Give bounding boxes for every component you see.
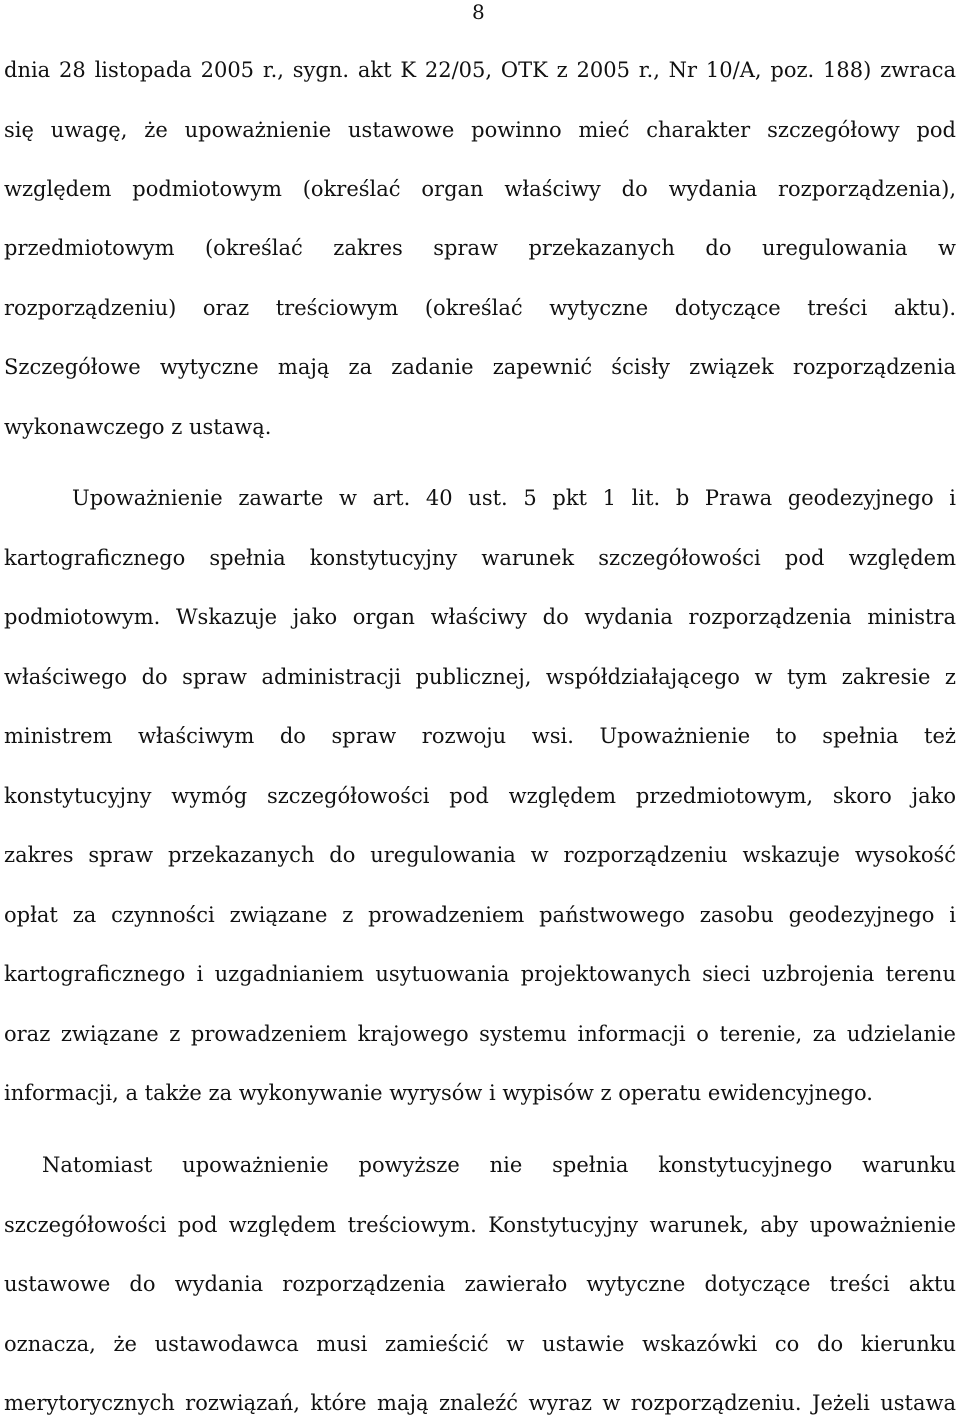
text-line: Szczegółowe wytyczne mają za zadanie zapewnić ścisły związek rozporządzenia [4,355,956,379]
text-line: dnia 28 listopada 2005 r., sygn. akt K 22/05, OTK z 2005 r., Nr 10/A, poz. 188) zwraca [4,58,956,82]
text-line: kartograficznego spełnia konstytucyjny warunek szczegółowości pod względem [4,546,956,570]
text-line: przedmiotowym (określać zakres spraw przekazanych do uregulowania w [4,236,956,260]
text-line: podmiotowym. Wskazuje jako organ właściwy do wydania rozporządzenia ministra [4,605,956,629]
text-line: rozporządzeniu) oraz treściowym (określać wytyczne dotyczące treści aktu). [4,296,956,320]
text-line: konstytucyjny wymóg szczegółowości pod względem przedmiotowym, skoro jako [4,784,956,808]
text-line: oraz związane z prowadzeniem krajowego systemu informacji o terenie, za udzielanie [4,1022,956,1046]
text-line: oznacza, że ustawodawca musi zamieścić w ustawie wskazówki co do kierunku [4,1332,956,1356]
text-line: szczegółowości pod względem treściowym. Konstytucyjny warunek, aby upoważnienie [4,1213,956,1237]
text-line: Upoważnienie zawarte w art. 40 ust. 5 pkt 1 lit. b Prawa geodezyjnego i [72,486,956,510]
text-line: kartograficznego i uzgadnianiem usytuowania projektowanych sieci uzbrojenia terenu [4,962,956,986]
text-line: zakres spraw przekazanych do uregulowania w rozporządzeniu wskazuje wysokość [4,843,956,867]
text-line: ministrem właściwym do spraw rozwoju wsi. Upoważnienie to spełnia też [4,724,956,748]
text-line: opłat za czynności związane z prowadzeniem państwowego zasobu geodezyjnego i [4,903,956,927]
text-line: merytorycznych rozwiązań, które mają znaleźć wyraz w rozporządzeniu. Jeżeli ustawa [4,1391,956,1415]
text-line: Natomiast upoważnienie powyższe nie spełnia konstytucyjnego warunku [42,1153,956,1177]
text-line: ustawowe do wydania rozporządzenia zawierało wytyczne dotyczące treści aktu [4,1272,956,1296]
page-number: 8 [472,0,485,24]
text-line: wykonawczego z ustawą. [4,415,272,439]
text-line: właściwego do spraw administracji publicznej, współdziałającego w tym zakresie z [4,665,956,689]
text-line: informacji, a także za wykonywanie wyrysów i wypisów z operatu ewidencyjnego. [4,1081,873,1105]
text-line: względem podmiotowym (określać organ właściwy do wydania rozporządzenia), [4,177,956,201]
text-line: się uwagę, że upoważnienie ustawowe powinno mieć charakter szczegółowy pod [4,118,956,142]
